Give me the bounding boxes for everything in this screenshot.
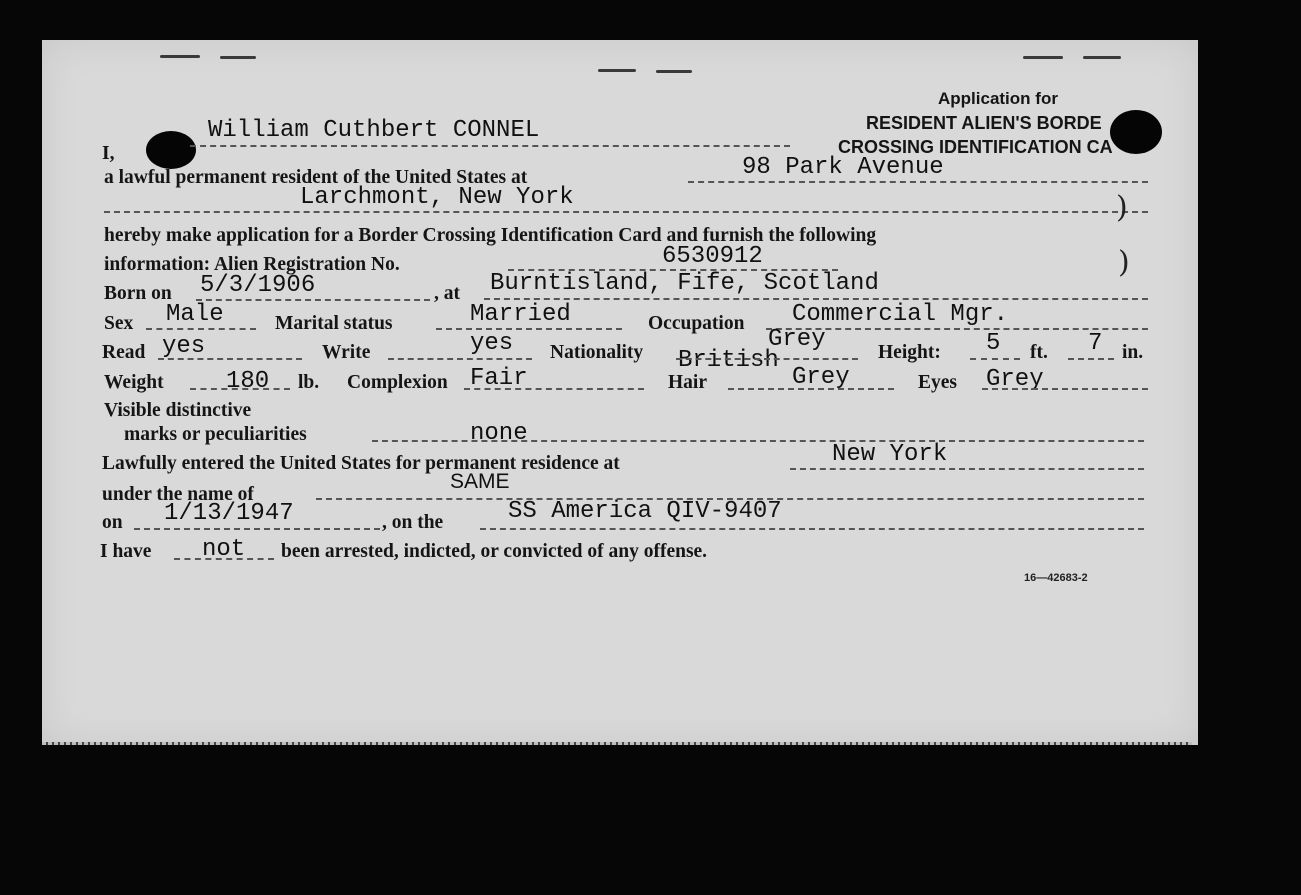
label-entered: Lawfully entered the United States for permanent residence at xyxy=(102,453,620,474)
value-marks: none xyxy=(470,420,528,447)
sex-line xyxy=(146,328,256,330)
value-street: 98 Park Avenue xyxy=(742,154,944,181)
value-birth-place: Burntisland, Fife, Scotland xyxy=(490,270,879,297)
label-i: I, xyxy=(102,143,115,164)
label-ft: ft. xyxy=(1030,342,1048,363)
complexion-line xyxy=(464,388,644,390)
label-sex: Sex xyxy=(104,313,134,334)
label-hereby: hereby make application for a Border Crossing Identification Card and furnish the following xyxy=(104,225,877,246)
value-city: Larchmont, New York xyxy=(300,184,574,211)
label-on: on xyxy=(102,512,123,533)
value-hair: Grey xyxy=(792,364,850,391)
nationality-line xyxy=(676,358,858,360)
height-in-line xyxy=(1068,358,1114,360)
label-eyes: Eyes xyxy=(918,372,957,393)
value-weight: 180 xyxy=(226,368,270,395)
registration-dash xyxy=(160,55,200,58)
label-on-the: , on the xyxy=(382,512,444,533)
label-weight: Weight xyxy=(104,372,164,393)
value-write: yes xyxy=(470,330,514,357)
label-visible-1: Visible distinctive xyxy=(104,400,252,421)
header-line-3: CROSSING IDENTIFICATION CA xyxy=(838,137,1113,157)
value-sex: Male xyxy=(166,301,224,328)
label-hair: Hair xyxy=(668,372,707,393)
label-occupation: Occupation xyxy=(648,313,745,334)
label-height: Height: xyxy=(878,342,941,363)
label-under-name: under the name of xyxy=(102,484,254,505)
name-line xyxy=(190,145,790,147)
registration-dash xyxy=(656,70,692,73)
hair-line xyxy=(728,388,894,390)
label-lb: lb. xyxy=(298,372,320,393)
weight-line xyxy=(190,388,290,390)
value-nationality-overwrite: Grey xyxy=(768,326,826,353)
registration-dash xyxy=(220,56,256,59)
label-read: Read xyxy=(102,342,146,363)
value-read: yes xyxy=(162,333,206,360)
arrested-line xyxy=(174,558,274,560)
label-nationality: Nationality xyxy=(550,342,644,363)
street-line xyxy=(688,181,1148,183)
birth-place-line xyxy=(484,298,1148,300)
read-line xyxy=(158,358,302,360)
label-offense: been arrested, indicted, or convicted of any offense. xyxy=(281,541,708,562)
value-arrested: not xyxy=(202,536,246,563)
card-edge xyxy=(42,742,1192,745)
vessel-line xyxy=(480,528,1144,530)
value-height-ft: 5 xyxy=(986,330,1001,357)
header-line-2: RESIDENT ALIEN'S BORDE xyxy=(866,113,1102,133)
write-line xyxy=(388,358,532,360)
punch-hole-left xyxy=(146,131,196,169)
value-occupation: Commercial Mgr. xyxy=(792,301,1009,328)
value-port: New York xyxy=(832,441,948,468)
port-line xyxy=(790,468,1144,470)
punch-hole-right xyxy=(1110,110,1162,154)
label-born-on: Born on xyxy=(104,283,172,304)
pencil-bracket-mark: ) xyxy=(1116,190,1128,225)
marital-line xyxy=(436,328,622,330)
form-number: 16—42683-2 xyxy=(1024,572,1088,584)
value-complexion: Fair xyxy=(470,365,528,392)
label-at: , at xyxy=(434,283,460,304)
label-resident: a lawful permanent resident of the United States at xyxy=(104,167,528,188)
height-ft-line xyxy=(970,358,1020,360)
registration-dash xyxy=(598,69,636,72)
value-name: William Cuthbert CONNEL xyxy=(208,117,540,144)
value-eyes: Grey xyxy=(986,366,1044,393)
value-entry-date: 1/13/1947 xyxy=(164,500,294,527)
marks-line xyxy=(372,440,1144,442)
value-vessel: SS America QIV-9407 xyxy=(508,498,782,525)
value-marital: Married xyxy=(470,301,571,328)
label-alien-reg: information: Alien Registration No. xyxy=(104,254,400,275)
value-alien-no: 6530912 xyxy=(662,243,763,270)
label-i-have: I have xyxy=(100,541,152,562)
label-in: in. xyxy=(1122,342,1144,363)
label-write: Write xyxy=(322,342,371,363)
header-line-1: Application for xyxy=(938,89,1058,108)
value-prior-name: SAME xyxy=(450,470,510,493)
city-line xyxy=(104,211,1148,213)
registration-dash xyxy=(1023,56,1063,59)
eyes-line xyxy=(982,388,1148,390)
pencil-bracket-mark: ) xyxy=(1118,245,1130,280)
label-complexion: Complexion xyxy=(347,372,448,393)
label-visible-2: marks or peculiarities xyxy=(124,424,307,445)
birth-date-line xyxy=(196,299,430,301)
value-birth-date: 5/3/1906 xyxy=(200,272,316,299)
value-height-in: 7 xyxy=(1088,330,1103,357)
entry-date-line xyxy=(134,528,380,530)
value-nationality: British xyxy=(678,347,779,374)
label-marital: Marital status xyxy=(275,313,393,334)
registration-dash xyxy=(1083,56,1121,59)
